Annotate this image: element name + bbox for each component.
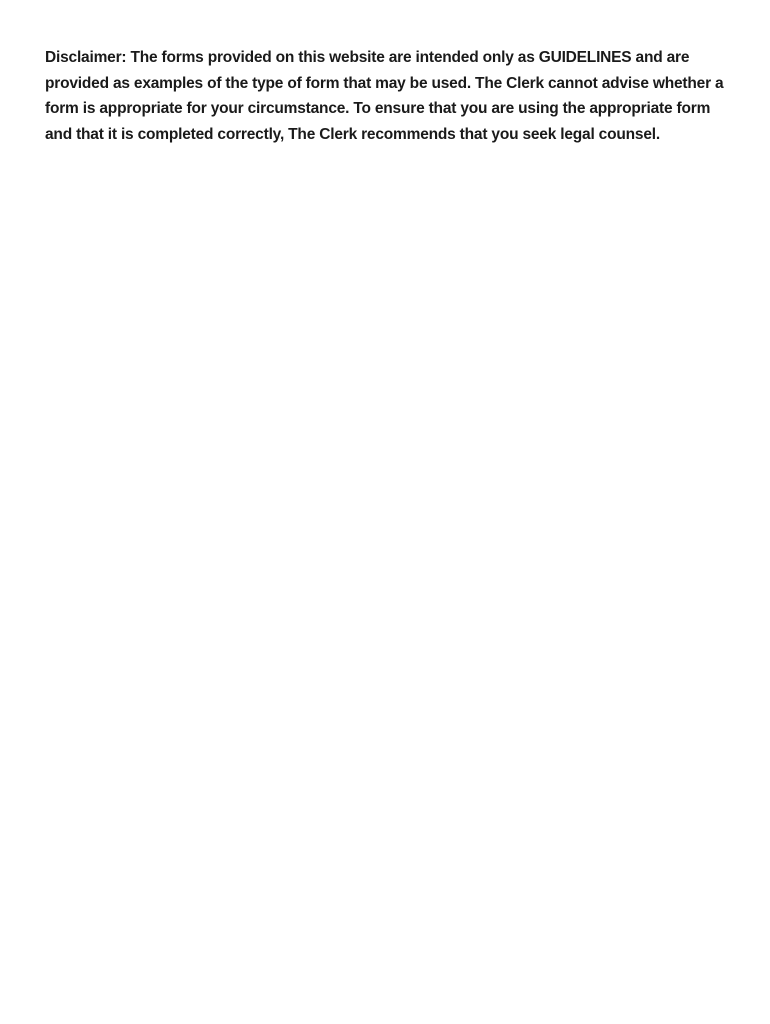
disclaimer-paragraph: Disclaimer: The forms provided on this website are intended only as GUIDELINES and are provided as examples of the type of form that may be used. The Clerk cannot advise whether a form is appropriate for your circumstance. To ensure that you are using the appropriate form and that it is completed correctly, The Clerk recommends that you seek legal counsel. [45,49,724,143]
